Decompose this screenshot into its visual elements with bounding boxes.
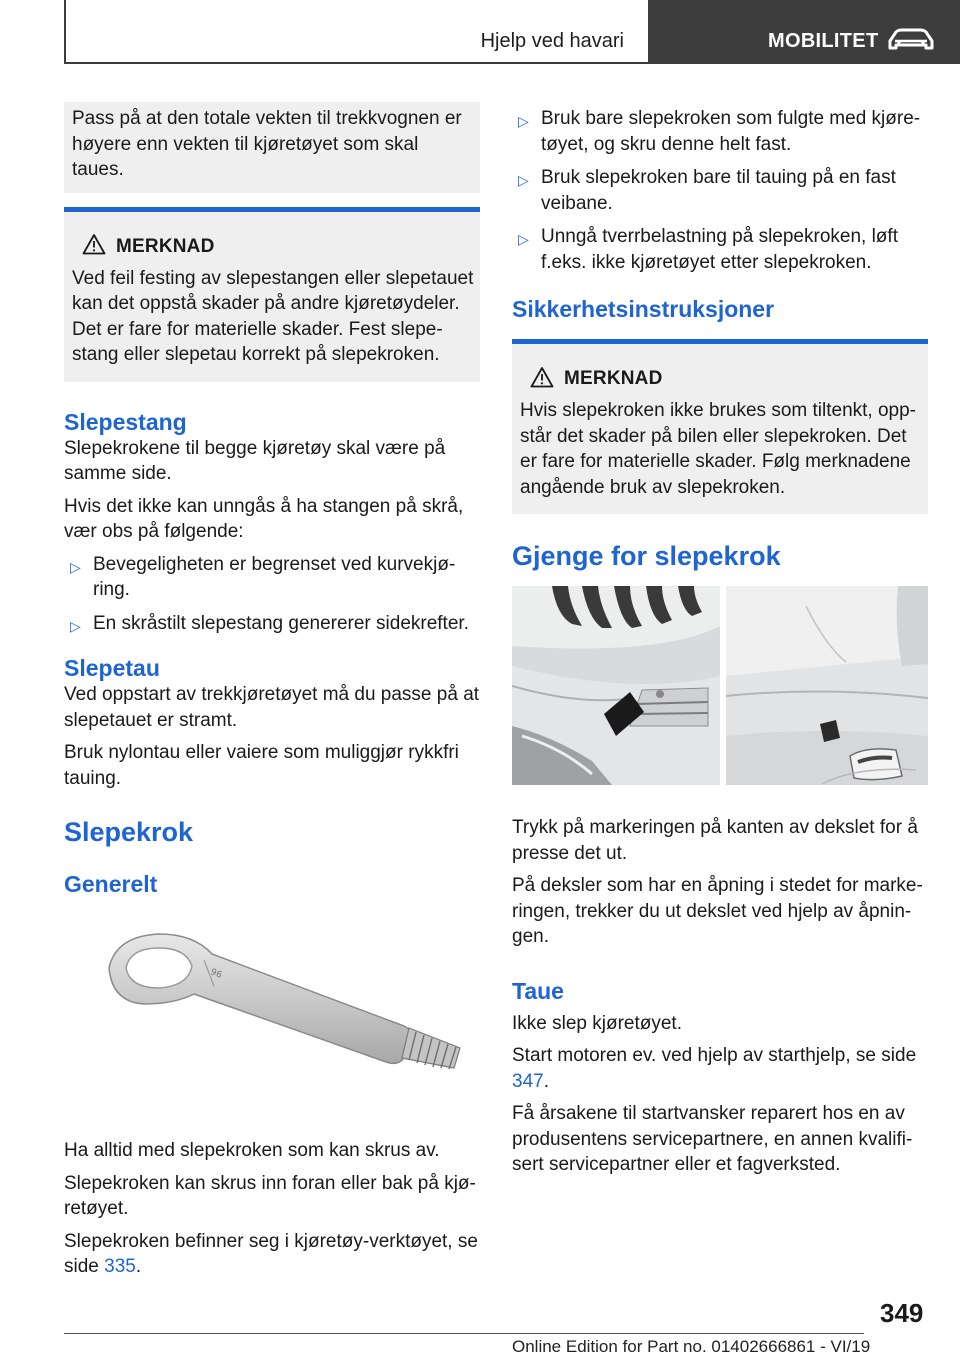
- heading-slepestang: Slepestang: [64, 408, 187, 435]
- notice-box: [512, 339, 928, 514]
- slepetau-p2: Bruk nylontau eller vaiere som muliggjør rykkfri tauing.: [64, 742, 459, 789]
- usage-list: [512, 106, 928, 275]
- header-tab: [650, 0, 960, 64]
- slepekrok-p1: Ha alltid med slepekroken som kan skrus av.: [64, 1140, 440, 1161]
- list-item: ▷ Bevegeligheten er begrenset ved kurvekjøring.: [70, 553, 456, 600]
- list-item: ▷ Bruk slepekroken bare til tauing på en fast veibane.: [518, 167, 896, 214]
- header-section-title: Hjelp ved havari: [480, 30, 624, 52]
- rear-bumper-image: [726, 586, 928, 785]
- header-tab-label: MOBILITET: [768, 30, 879, 52]
- front-bumper-image: [512, 586, 720, 785]
- page-link-335[interactable]: 335: [104, 1256, 136, 1277]
- notice-text: Hvis slepekroken ikke brukes som tiltenkt, oppstår det skader på bilen eller slepekroken. Det er fare for materielle skader. Følg merknadene angående bruk av slepekroken.: [520, 400, 916, 498]
- bullet-triangle-icon: ▷: [518, 231, 529, 247]
- bullet-triangle-icon: ▷: [518, 113, 529, 129]
- notice-box: [64, 207, 480, 382]
- heading-gjenge: Gjenge for slepekrok: [512, 541, 781, 571]
- tow-hook-illustration: [64, 898, 480, 1138]
- list-item: ▷ Unngå tverrbelastning på slepekroken, løft f.eks. ikke kjøretøyet etter slepekroken.: [518, 226, 898, 273]
- heading-generelt: Generelt: [64, 871, 158, 897]
- warning-triangle-icon: [520, 366, 564, 393]
- notice-title: MERKNAD: [116, 235, 215, 257]
- heading-sikkerhet: Sikkerhetsinstruksjoner: [512, 296, 775, 322]
- notice-text: Ved feil festing av slepestangen eller slepetauet kan det oppstå skader på andre kjøretøydeler. Det er fare for materielle skader. Fest slepestang eller slepetau korrekt på slepekroken.: [72, 267, 474, 365]
- page-number: 349: [880, 1298, 924, 1328]
- taue-p2: Start motoren ev. ved hjelp av starthjelp, se side 347.: [512, 1045, 917, 1092]
- slepestang-list: [64, 552, 480, 637]
- header-section-box: [64, 0, 650, 64]
- slepestang-p2: Hvis det ikke kan unngås å ha stangen på skrå, vær obs på følgende:: [64, 495, 464, 542]
- heading-slepekrok: Slepekrok: [64, 817, 194, 847]
- list-item: ▷ En skråstilt slepestang genererer sidekrefter.: [64, 611, 480, 637]
- page-link-347[interactable]: 347: [512, 1070, 544, 1092]
- heading-slepetau: Slepetau: [64, 655, 160, 681]
- intro-text: Pass på at den totale vekten til trekkvognen er høyere enn vekten til kjøretøyet som skal taues.: [72, 108, 462, 180]
- taue-p1: Ikke slep kjøretøyet.: [512, 1012, 682, 1034]
- gjenge-p1: Trykk på markeringen på kanten av dekslet for å presse det ut.: [512, 817, 918, 864]
- bullet-triangle-icon: ▷: [518, 172, 529, 188]
- warning-triangle-icon: [72, 233, 116, 260]
- left-column: [64, 102, 480, 1287]
- footer-divider: [64, 1333, 864, 1334]
- bumper-cover-illustration: [512, 586, 928, 785]
- bullet-triangle-icon: ▷: [70, 558, 81, 575]
- slepetau-p1: Ved oppstart av trekkjøretøyet må du passe på at slepetauet er stramt.: [64, 684, 480, 731]
- slepestang-p1: Slepekrokene til begge kjøretøy skal være på samme side.: [64, 437, 446, 484]
- footer-edition: Online Edition for Part no. 01402666861 - VI/19: [512, 1337, 871, 1356]
- slepekrok-p3: Slepekroken befinner seg i kjøretøy-verktøyet, se side 335.: [64, 1230, 478, 1277]
- notice-title: MERKNAD: [564, 368, 663, 389]
- list-item: ▷ Bruk bare slepekroken som fulgte med kjøretøyet, og skru denne helt fast.: [518, 108, 921, 155]
- car-icon: [886, 28, 936, 52]
- right-column: [512, 102, 928, 1185]
- intro-box: [64, 102, 480, 193]
- bullet-triangle-icon: ▷: [70, 617, 81, 634]
- svg-text:96: 96: [208, 967, 224, 981]
- slepekrok-p2: Slepekroken kan skrus inn foran eller bak på kjøretøyet.: [64, 1172, 476, 1219]
- taue-p3: Få årsakene til startvansker reparert hos en av produsentens servicepartnere, en annen kvalifisert servicepartner eller et fagverksted.: [512, 1103, 913, 1175]
- heading-taue: Taue: [512, 977, 564, 1004]
- gjenge-p2: På deksler som har en åpning i stedet for markeringen, trekker du ut dekslet ved hjelp av åpningen.: [512, 875, 923, 947]
